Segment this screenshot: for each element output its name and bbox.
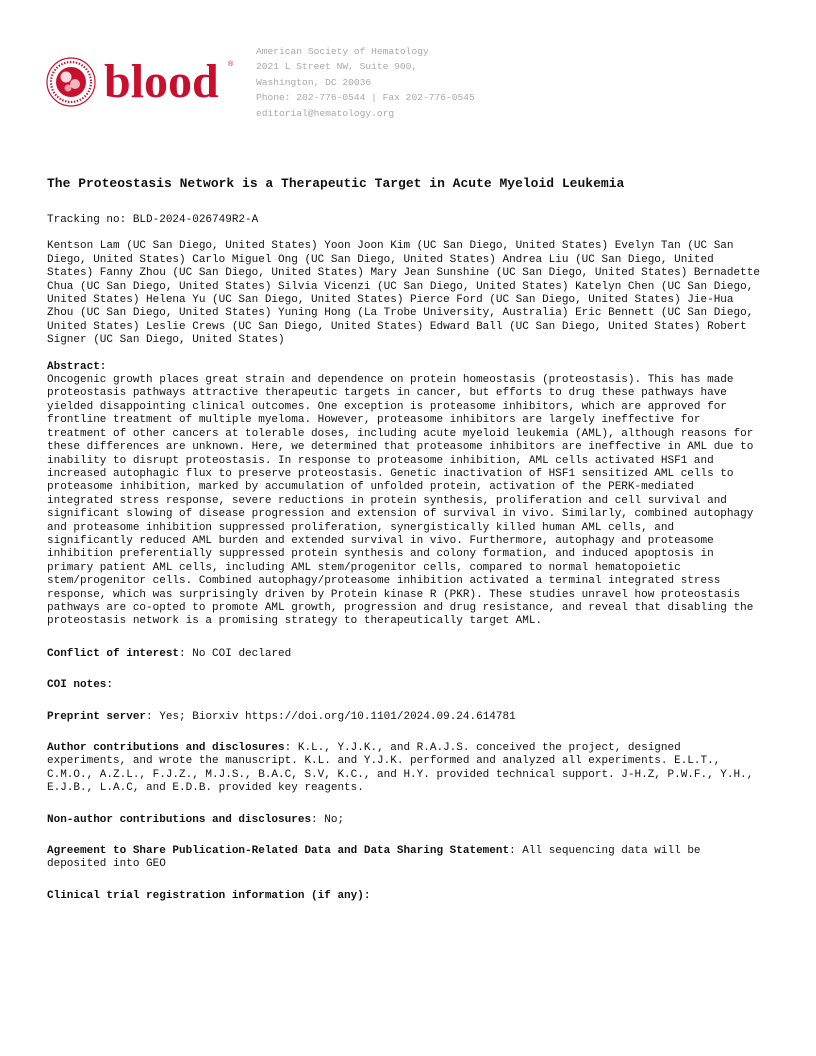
section-value: Yes; Biorxiv https://doi.org/10.1101/2024.09.24.614781 (152, 710, 516, 723)
abstract-label: Abstract: (47, 360, 107, 373)
blood-journal-logo (44, 52, 234, 110)
address-line: 2021 L Street NW, Suite 900, (256, 61, 418, 73)
section-label: Agreement to Share Publication-Related Data and Data Sharing Statement (47, 845, 510, 858)
section-label: COI notes (47, 679, 107, 692)
paper-title: The Proteostasis Network is a Therapeutic Target in Acute Myeloid Leukemia (47, 176, 625, 191)
address-line: Phone: 202-776-0544 | Fax 202-776-0545 (256, 92, 475, 104)
section-colon: : (146, 710, 153, 723)
metadata-section (47, 742, 763, 796)
metadata-section (47, 679, 763, 692)
abstract-text: Oncogenic growth places great strain and dependence on protein homeostasis (proteostasis). This has made proteostasis pathways attractive therapeutic targets in cancer, but efforts to drug these pathways have yielded disappointing clinical outcomes. One exception is proteasome inhibitors, which are approved for frontline treatment of multiple myeloma. However, proteasome inhibitors are largely ineffective for treatment of other cancers at tolerable doses, including acute myeloid leukemia (AML), although reasons for these differences are unknown. Here, we determined that proteasome inhibitors are ineffective in AML due to inability to disrupt proteostasis. In response to proteasome inhibition, AML cells activated HSF1 and increased autophagic flux to preserve proteostasis. Genetic inactivation of HSF1 sensitized AML cells to proteasome inhibition, marked by accumulation of unfolded protein, activation of the PERK-mediated integrated stress response, severe reductions in protein synthesis, proliferation and cell survival and significant slowing of disease progression and extension of survival in vivo. Similarly, combined autophagy and proteasome inhibition suppressed proliferation, synergistically killed human AML cells, and significantly reduced AML burden and extended survival in vivo. Furthermore, autophagy and proteasome inhibition preferentially suppressed protein synthesis and colony formation, and induced apoptosis in primary patient AML cells, including AML stem/progenitor cells, compared to normal hematopoietic stem/progenitor cells. Combined autophagy/proteasome inhibition activated a terminal integrated stress response, which was surprisingly driven by Protein kinase R (PKR). These studies unravel how proteostasis pathways are co-opted to promote AML growth, progression and drug resistance, and reveal that disabling the proteostasis network is a promising strategy to therapeutically target AML. (47, 374, 754, 628)
section-value: K.L., Y.J.K., and R.A.J.S. conceived the project, designed experiments, and wrote the manuscript. K.L. and Y.J.K. performed and analyzed all experiments. E.L.T., C.M.O., A.Z.L., F.J.Z., M.J.S., B.A.C, S.V, K.C., and H.Y. provided technical support. J-H.Z, P.W.F., Y.H., E.J.B., L.A.C, and E.D.B. provided key reagents. (47, 742, 754, 795)
metadata-section (47, 648, 763, 661)
section-value: No; (317, 813, 345, 826)
author-list: Kentson Lam (UC San Diego, United States) Yoon Joon Kim (UC San Diego, United States) Evelyn Tan (UC San Diego, United States) Carlo Miguel Ong (UC San Diego, United States) Andrea Liu (UC San Diego, United States) Fanny Zhou (UC San Diego, United States) Mary Jean Sunshine (UC San Diego, United States) Bernadette Chua (UC San Diego, United States) Silvia Vicenzi (UC San Diego, United States) Katelyn Chen (UC San Diego, United States) Helena Yu (UC San Diego, United States) Pierce Ford (UC San Diego, United States) Jie-Hua Zhou (UC San Diego, United States) Yuning Hong (La Trobe University, Australia) Eric Bennett (UC San Diego, United States) Leslie Crews (UC San Diego, United States) Edward Ball (UC San Diego, United States) Robert Signer (UC San Diego, United States) (47, 240, 760, 347)
registered-mark-icon: ® (228, 61, 234, 68)
metadata-section (47, 814, 763, 827)
section-label: Conflict of interest (47, 647, 180, 660)
section-value: No COI declared (185, 647, 292, 660)
abstract-section (47, 361, 763, 629)
address-line: editorial@hematology.org (256, 107, 395, 119)
section-colon: : (179, 647, 186, 660)
section-colon: : (284, 742, 292, 754)
section-colon: : (311, 813, 318, 826)
tracking-number: Tracking no: BLD-2024-026749R2-A (47, 214, 259, 226)
address-line: American Society of Hematology (256, 46, 429, 57)
metadata-section (47, 845, 763, 872)
logo-wordmark: blood (104, 55, 219, 108)
section-label: Author contributions and disclosures (47, 742, 285, 754)
section-colon: : (509, 845, 516, 858)
section-colon: : (363, 889, 371, 902)
paper-content (47, 176, 763, 903)
address-line: Washington, DC 20036 (256, 76, 372, 88)
metadata-sections (47, 648, 763, 903)
publisher-address (256, 44, 475, 121)
metadata-section (47, 711, 763, 724)
page-header (40, 40, 780, 130)
section-label: Preprint server (47, 710, 147, 723)
ash-seal-icon (47, 58, 95, 106)
section-label: Clinical trial registration information (if any) (47, 889, 364, 902)
section-label: Non-author contributions and disclosures (47, 813, 312, 826)
section-colon: : (106, 679, 114, 692)
section-value: All sequencing data will be deposited into GEO (47, 845, 701, 871)
metadata-section (47, 890, 763, 903)
